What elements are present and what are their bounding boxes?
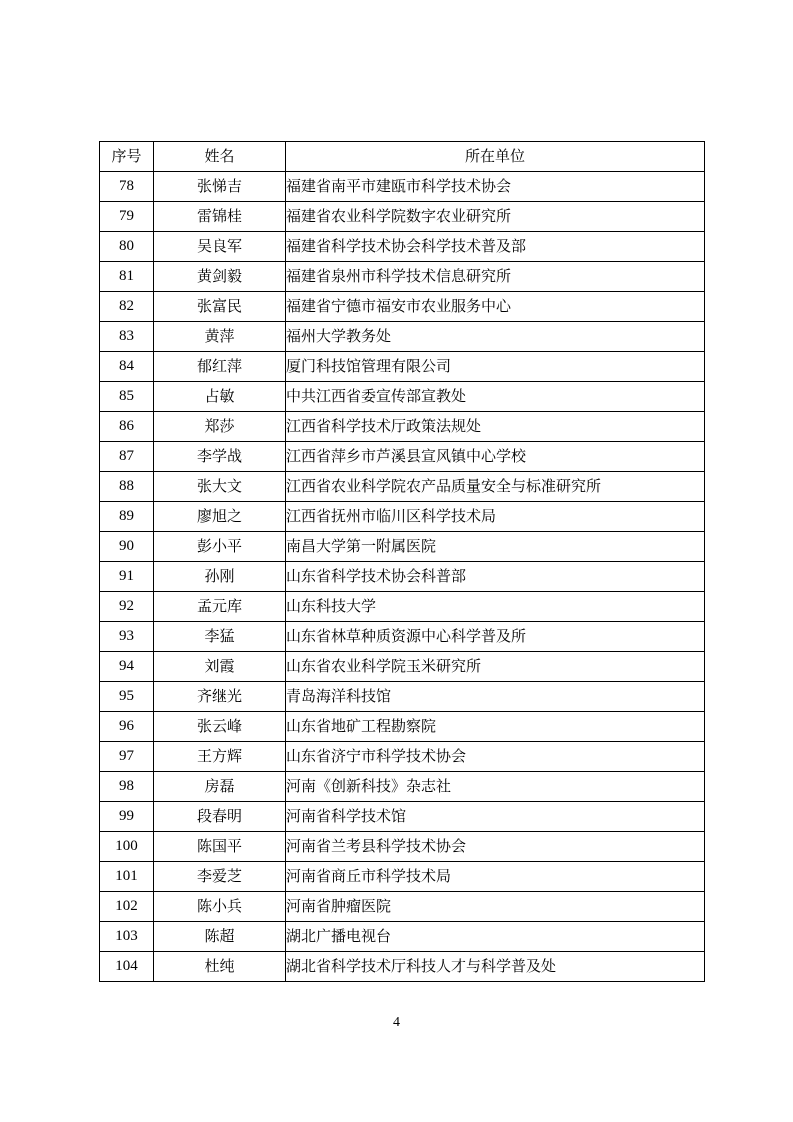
header-serial-number: 序号 — [100, 142, 154, 172]
name-cell: 房磊 — [154, 772, 286, 802]
serial-number-cell: 95 — [100, 682, 154, 712]
serial-number-cell: 81 — [100, 262, 154, 292]
header-name: 姓名 — [154, 142, 286, 172]
name-cell: 雷锦桂 — [154, 202, 286, 232]
organization-cell: 河南省商丘市科学技术局 — [286, 862, 705, 892]
table-row — [100, 742, 705, 772]
table-row — [100, 862, 705, 892]
table-row — [100, 532, 705, 562]
serial-number-cell: 102 — [100, 892, 154, 922]
table-row — [100, 892, 705, 922]
name-cell: 黄剑毅 — [154, 262, 286, 292]
serial-number-cell: 82 — [100, 292, 154, 322]
serial-number-cell: 100 — [100, 832, 154, 862]
serial-number-cell: 91 — [100, 562, 154, 592]
serial-number-cell: 97 — [100, 742, 154, 772]
organization-cell: 福建省科学技术协会科学技术普及部 — [286, 232, 705, 262]
serial-number-cell: 96 — [100, 712, 154, 742]
name-cell: 刘霞 — [154, 652, 286, 682]
table-row — [100, 412, 705, 442]
organization-cell: 厦门科技馆管理有限公司 — [286, 352, 705, 382]
table-row — [100, 382, 705, 412]
name-cell: 吴良军 — [154, 232, 286, 262]
name-cell: 彭小平 — [154, 532, 286, 562]
table-row — [100, 712, 705, 742]
table-row — [100, 292, 705, 322]
header-organization: 所在单位 — [286, 142, 705, 172]
organization-cell: 福州大学教务处 — [286, 322, 705, 352]
table-row — [100, 562, 705, 592]
organization-cell: 河南省兰考县科学技术协会 — [286, 832, 705, 862]
organization-cell: 湖北省科学技术厅科技人才与科学普及处 — [286, 952, 705, 982]
table-row — [100, 832, 705, 862]
serial-number-cell: 83 — [100, 322, 154, 352]
name-cell: 黄萍 — [154, 322, 286, 352]
organization-cell: 福建省农业科学院数字农业研究所 — [286, 202, 705, 232]
serial-number-cell: 104 — [100, 952, 154, 982]
table-row — [100, 352, 705, 382]
organization-cell: 山东科技大学 — [286, 592, 705, 622]
organization-cell: 山东省林草种质资源中心科学普及所 — [286, 622, 705, 652]
table-row — [100, 442, 705, 472]
organization-cell: 福建省宁德市福安市农业服务中心 — [286, 292, 705, 322]
name-cell: 郁红萍 — [154, 352, 286, 382]
header-row — [100, 142, 705, 172]
serial-number-cell: 90 — [100, 532, 154, 562]
name-cell: 张悌吉 — [154, 172, 286, 202]
organization-cell: 江西省科学技术厅政策法规处 — [286, 412, 705, 442]
serial-number-cell: 86 — [100, 412, 154, 442]
organization-cell: 福建省南平市建瓯市科学技术协会 — [286, 172, 705, 202]
serial-number-cell: 99 — [100, 802, 154, 832]
name-cell: 郑莎 — [154, 412, 286, 442]
table-row — [100, 502, 705, 532]
page-number: 4 — [393, 1015, 400, 1030]
organization-cell: 山东省地矿工程勘察院 — [286, 712, 705, 742]
serial-number-cell: 98 — [100, 772, 154, 802]
table-row — [100, 592, 705, 622]
name-cell: 李爱芝 — [154, 862, 286, 892]
table-row — [100, 922, 705, 952]
table-header — [100, 142, 705, 172]
organization-cell: 山东省科学技术协会科普部 — [286, 562, 705, 592]
name-cell: 李学战 — [154, 442, 286, 472]
serial-number-cell: 101 — [100, 862, 154, 892]
organization-cell: 河南《创新科技》杂志社 — [286, 772, 705, 802]
serial-number-cell: 78 — [100, 172, 154, 202]
serial-number-cell: 87 — [100, 442, 154, 472]
table-row — [100, 262, 705, 292]
table-row — [100, 622, 705, 652]
serial-number-cell: 89 — [100, 502, 154, 532]
organization-cell: 青岛海洋科技馆 — [286, 682, 705, 712]
serial-number-cell: 93 — [100, 622, 154, 652]
name-cell: 孟元库 — [154, 592, 286, 622]
name-cell: 孙刚 — [154, 562, 286, 592]
table-row — [100, 682, 705, 712]
name-cell: 张云峰 — [154, 712, 286, 742]
roster-table — [99, 141, 705, 982]
organization-cell: 福建省泉州市科学技术信息研究所 — [286, 262, 705, 292]
name-cell: 王方辉 — [154, 742, 286, 772]
serial-number-cell: 80 — [100, 232, 154, 262]
name-cell: 占敏 — [154, 382, 286, 412]
table-row — [100, 652, 705, 682]
table-row — [100, 802, 705, 832]
serial-number-cell: 94 — [100, 652, 154, 682]
table-row — [100, 472, 705, 502]
name-cell: 陈超 — [154, 922, 286, 952]
table-row — [100, 952, 705, 982]
name-cell: 李猛 — [154, 622, 286, 652]
serial-number-cell: 85 — [100, 382, 154, 412]
serial-number-cell: 92 — [100, 592, 154, 622]
organization-cell: 江西省农业科学院农产品质量安全与标准研究所 — [286, 472, 705, 502]
organization-cell: 河南省肿瘤医院 — [286, 892, 705, 922]
organization-cell: 江西省萍乡市芦溪县宣风镇中心学校 — [286, 442, 705, 472]
organization-cell: 中共江西省委宣传部宣教处 — [286, 382, 705, 412]
table-row — [100, 322, 705, 352]
organization-cell: 山东省农业科学院玉米研究所 — [286, 652, 705, 682]
table-row — [100, 172, 705, 202]
organization-cell: 南昌大学第一附属医院 — [286, 532, 705, 562]
name-cell: 齐继光 — [154, 682, 286, 712]
name-cell: 陈小兵 — [154, 892, 286, 922]
name-cell: 段春明 — [154, 802, 286, 832]
name-cell: 陈国平 — [154, 832, 286, 862]
organization-cell: 湖北广播电视台 — [286, 922, 705, 952]
table-row — [100, 202, 705, 232]
organization-cell: 江西省抚州市临川区科学技术局 — [286, 502, 705, 532]
table-row — [100, 232, 705, 262]
table-body — [100, 172, 705, 982]
name-cell: 张大文 — [154, 472, 286, 502]
name-cell: 杜纯 — [154, 952, 286, 982]
name-cell: 廖旭之 — [154, 502, 286, 532]
serial-number-cell: 88 — [100, 472, 154, 502]
organization-cell: 山东省济宁市科学技术协会 — [286, 742, 705, 772]
serial-number-cell: 103 — [100, 922, 154, 952]
serial-number-cell: 79 — [100, 202, 154, 232]
organization-cell: 河南省科学技术馆 — [286, 802, 705, 832]
table-row — [100, 772, 705, 802]
serial-number-cell: 84 — [100, 352, 154, 382]
name-cell: 张富民 — [154, 292, 286, 322]
